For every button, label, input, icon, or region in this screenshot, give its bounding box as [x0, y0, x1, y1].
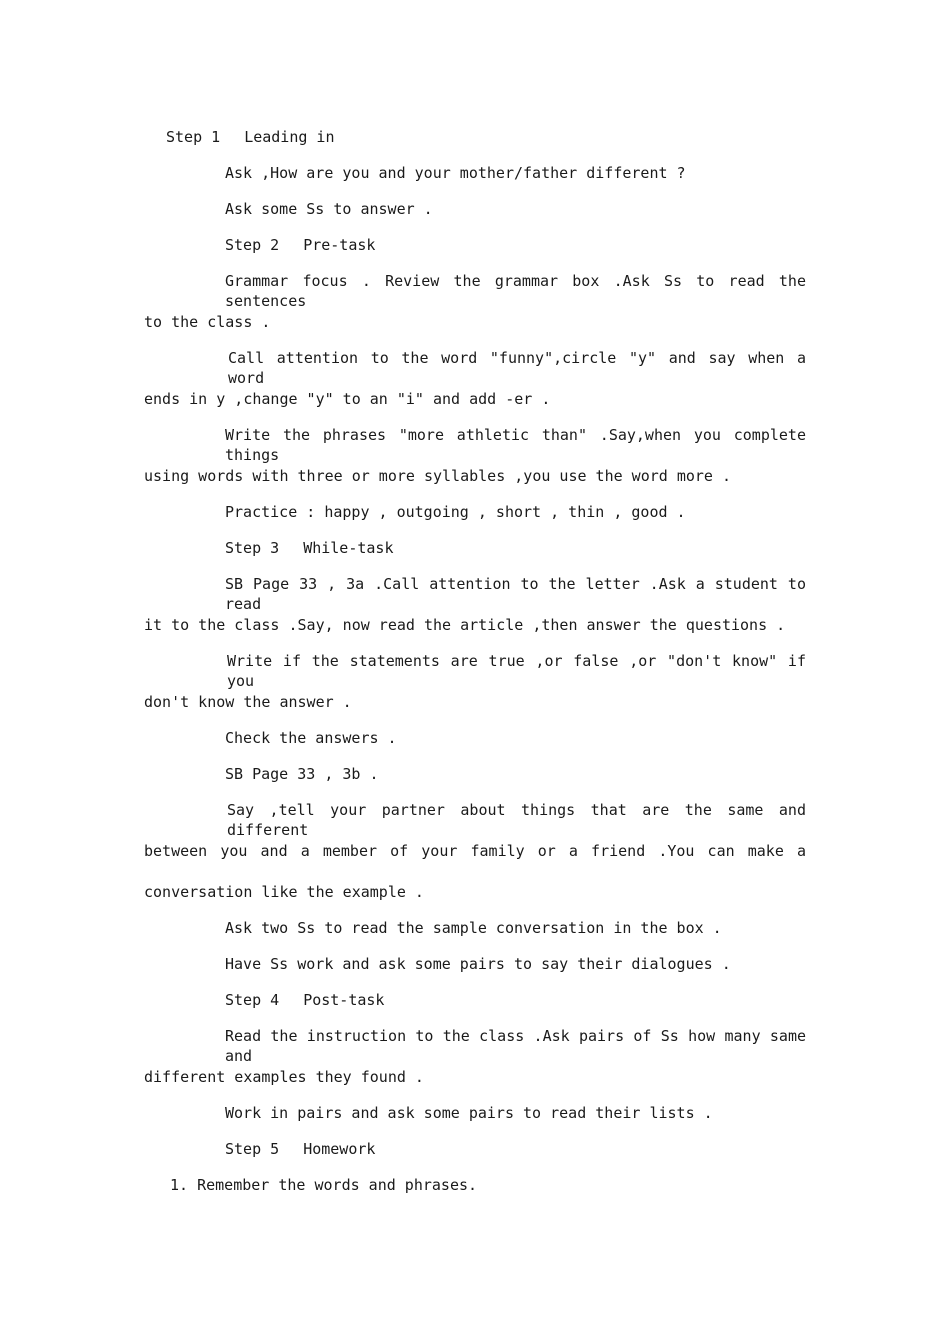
paragraph-line: Practice : happy , outgoing , short , thin , good .: [225, 503, 686, 521]
step-title: Leading in: [244, 128, 335, 146]
paragraph-line: using words with three or more syllables ,you use the word more .: [144, 467, 731, 485]
step-label: Step 4: [225, 991, 280, 1009]
paragraph-line: to the class .: [144, 313, 271, 331]
paragraph-line: Work in pairs and ask some pairs to read their lists .: [225, 1104, 713, 1122]
paragraph-line: different examples they found .: [144, 1068, 424, 1086]
paragraph-line: Write if the statements are true ,or false ,or "don't know" if you: [227, 652, 806, 690]
paragraph-line: Read the instruction to the class .Ask pairs of Ss how many same and: [225, 1027, 806, 1065]
step-3-heading: [225, 538, 394, 558]
step-title: While-task: [303, 539, 394, 557]
step-title: Homework: [303, 1140, 376, 1158]
step-1-heading: [166, 127, 335, 147]
paragraph-line: Ask some Ss to answer .: [225, 200, 433, 218]
paragraph-line: Grammar focus . Review the grammar box .Ask Ss to read the sentences: [225, 272, 806, 310]
paragraph-line: between you and a member of your family or a friend .You can make a: [144, 842, 806, 860]
paragraph-line: Call attention to the word "funny",circle "y" and say when a word: [228, 349, 806, 387]
paragraph-line: Have Ss work and ask some pairs to say their dialogues .: [225, 955, 731, 973]
step-5-heading: [225, 1139, 375, 1159]
paragraph-line: Ask two Ss to read the sample conversation in the box .: [225, 919, 722, 937]
step-4-heading: [225, 990, 384, 1010]
paragraph-line: ends in y ,change "y" to an "i" and add -er .: [144, 390, 551, 408]
paragraph-line: Check the answers .: [225, 729, 397, 747]
step-label: Step 1: [166, 128, 221, 146]
step-2-heading: [225, 235, 375, 255]
paragraph-line: SB Page 33 , 3b .: [225, 765, 379, 783]
paragraph-line: don't know the answer .: [144, 693, 352, 711]
paragraph-line: Write the phrases "more athletic than" .Say,when you complete things: [225, 426, 806, 464]
paragraph-line: it to the class .Say, now read the article ,then answer the questions .: [144, 616, 786, 634]
step-title: Pre-task: [303, 236, 376, 254]
step-label: Step 3: [225, 539, 280, 557]
paragraph-line: Say ,tell your partner about things that are the same and different: [227, 801, 806, 839]
step-label: Step 5: [225, 1140, 280, 1158]
step-label: Step 2: [225, 236, 280, 254]
paragraph-line: Ask ,How are you and your mother/father different ?: [225, 164, 686, 182]
step-title: Post-task: [303, 991, 385, 1009]
paragraph-line: conversation like the example .: [144, 883, 424, 901]
homework-list-item: 1. Remember the words and phrases.: [170, 1176, 478, 1194]
paragraph-line: SB Page 33 , 3a .Call attention to the letter .Ask a student to read: [225, 575, 806, 613]
